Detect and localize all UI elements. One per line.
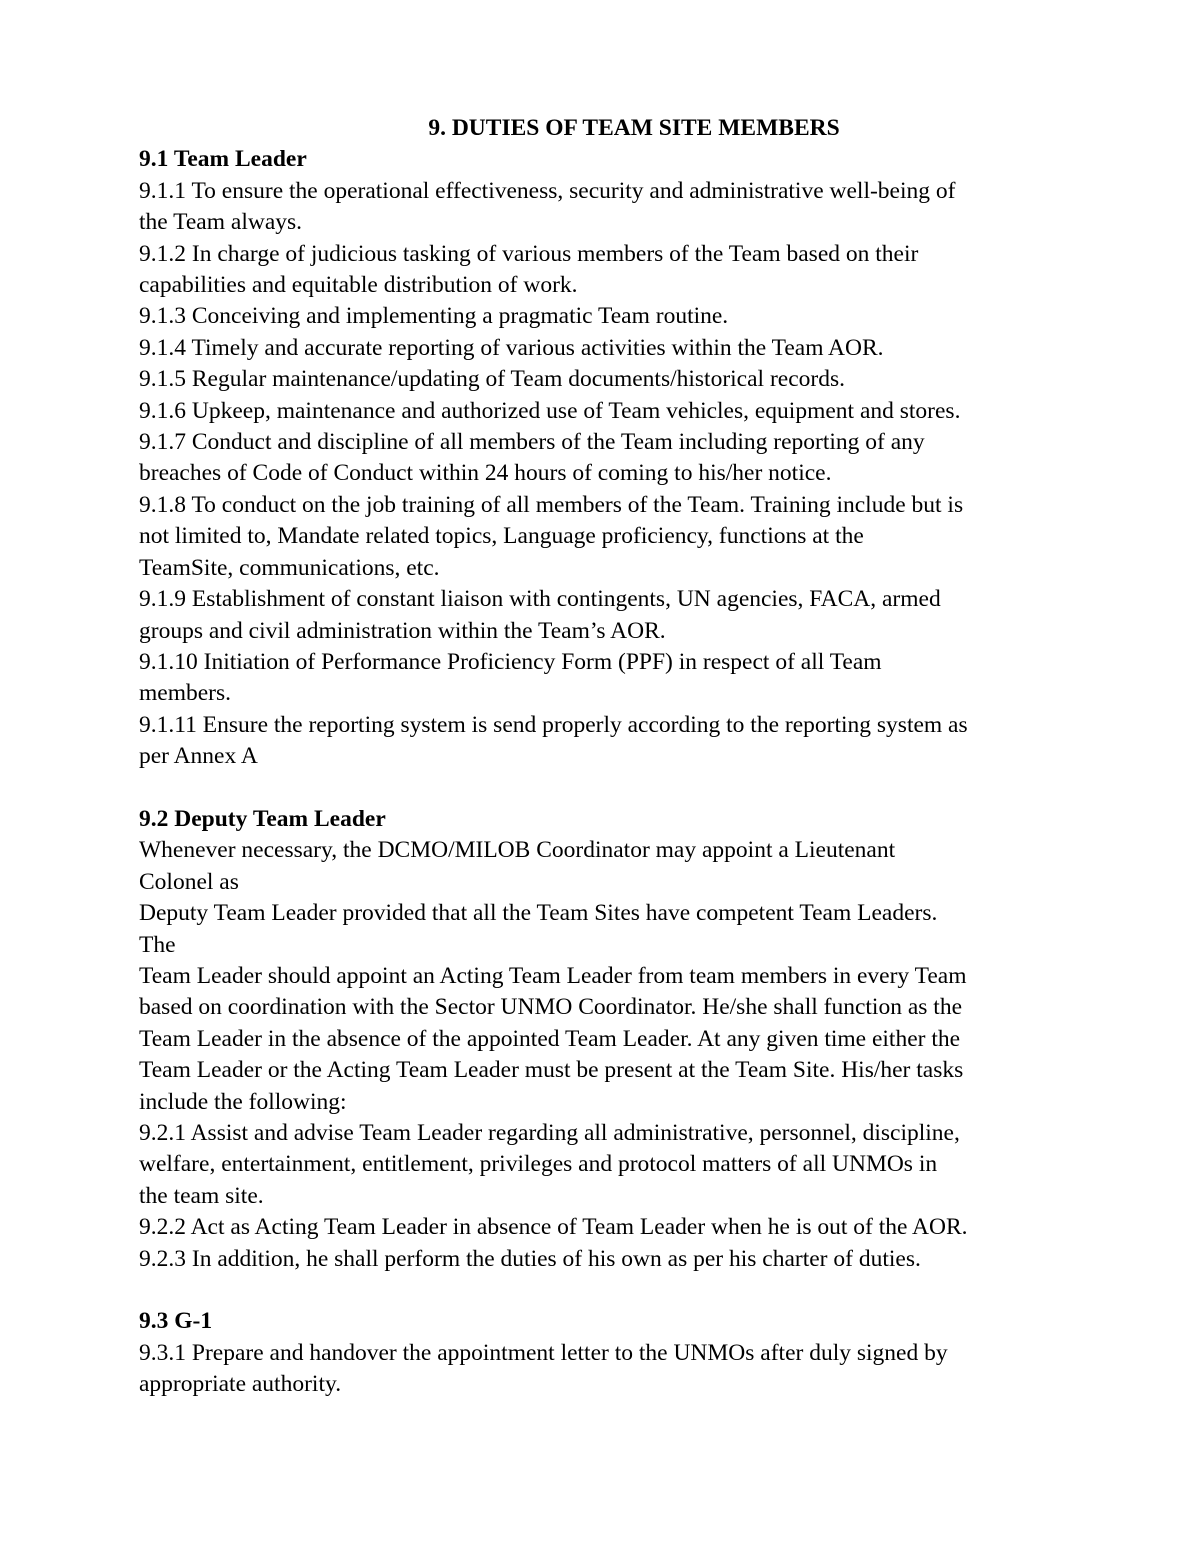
text-line: 9.3.1 Prepare and handover the appointment letter to the UNMOs after duly signed by (139, 1339, 948, 1366)
document-page (139, 113, 1129, 1401)
text-line: Deputy Team Leader provided that all the Team Sites have competent Team Leaders. (139, 900, 938, 927)
section-heading: 9.1 Team Leader (139, 146, 307, 173)
text-line: 9.1.6 Upkeep, maintenance and authorized use of Team vehicles, equipment and stores. (139, 397, 961, 424)
text-line: Team Leader or the Acting Team Leader must be present at the Team Site. His/her tasks (139, 1057, 964, 1084)
text-line: appropriate authority. (139, 1371, 342, 1398)
text-line: 9.1.10 Initiation of Performance Proficiency Form (PPF) in respect of all Team (139, 648, 882, 675)
section-deputy-team-leader (139, 804, 1129, 1275)
text-line: 9.1.8 To conduct on the job training of all members of the Team. Training include but is (139, 491, 964, 518)
section-g1 (139, 1306, 1129, 1400)
text-line: 9.1.4 Timely and accurate reporting of various activities within the Team AOR. (139, 334, 884, 361)
text-line: 9.1.11 Ensure the reporting system is send properly according to the reporting system as (139, 711, 968, 738)
text-line: The (139, 931, 176, 958)
text-line: Team Leader should appoint an Acting Team Leader from team members in every Team (139, 962, 967, 989)
text-line: 9.1.3 Conceiving and implementing a pragmatic Team routine. (139, 303, 729, 330)
text-line: per Annex A (139, 743, 258, 770)
text-line: 9.1.9 Establishment of constant liaison with contingents, UN agencies, FACA, armed (139, 586, 941, 613)
text-line: capabilities and equitable distribution of work. (139, 272, 578, 299)
text-line: 9.1.5 Regular maintenance/updating of Team documents/historical records. (139, 366, 845, 393)
text-line: Whenever necessary, the DCMO/MILOB Coordinator may appoint a Lieutenant (139, 837, 896, 864)
section-heading: 9.2 Deputy Team Leader (139, 805, 386, 832)
text-line: include the following: (139, 1088, 347, 1115)
text-line: 9.1.2 In charge of judicious tasking of various members of the Team based on their (139, 240, 919, 267)
text-line: the Team always. (139, 209, 303, 236)
text-line: 9.2.3 In addition, he shall perform the duties of his own as per his charter of duties. (139, 1245, 921, 1272)
text-line: 9.2.1 Assist and advise Team Leader regarding all administrative, personnel, discipline, (139, 1119, 960, 1146)
text-line: welfare, entertainment, entitlement, privileges and protocol matters of all UNMOs in (139, 1151, 938, 1178)
text-line: 9.2.2 Act as Acting Team Leader in absence of Team Leader when he is out of the AOR. (139, 1214, 968, 1241)
text-line: groups and civil administration within the Team’s AOR. (139, 617, 666, 644)
document-title: 9. DUTIES OF TEAM SITE MEMBERS (428, 115, 840, 141)
text-line: Team Leader in the absence of the appointed Team Leader. At any given time either the (139, 1025, 961, 1052)
text-line: breaches of Code of Conduct within 24 hours of coming to his/her notice. (139, 460, 832, 487)
paragraph-gap (139, 773, 1129, 804)
text-line: the team site. (139, 1182, 264, 1209)
text-line: TeamSite, communications, etc. (139, 554, 440, 581)
paragraph-gap (139, 1275, 1129, 1306)
text-line: members. (139, 680, 232, 707)
section-heading: 9.3 G-1 (139, 1308, 213, 1335)
text-line: based on coordination with the Sector UNMO Coordinator. He/she shall function as the (139, 994, 962, 1021)
text-line: 9.1.1 To ensure the operational effectiveness, security and administrative well-being of (139, 177, 956, 204)
section-team-leader (139, 144, 1129, 772)
text-line: 9.1.7 Conduct and discipline of all members of the Team including reporting of any (139, 429, 925, 456)
text-line: not limited to, Mandate related topics, Language proficiency, functions at the (139, 523, 864, 550)
text-line: Colonel as (139, 868, 239, 895)
